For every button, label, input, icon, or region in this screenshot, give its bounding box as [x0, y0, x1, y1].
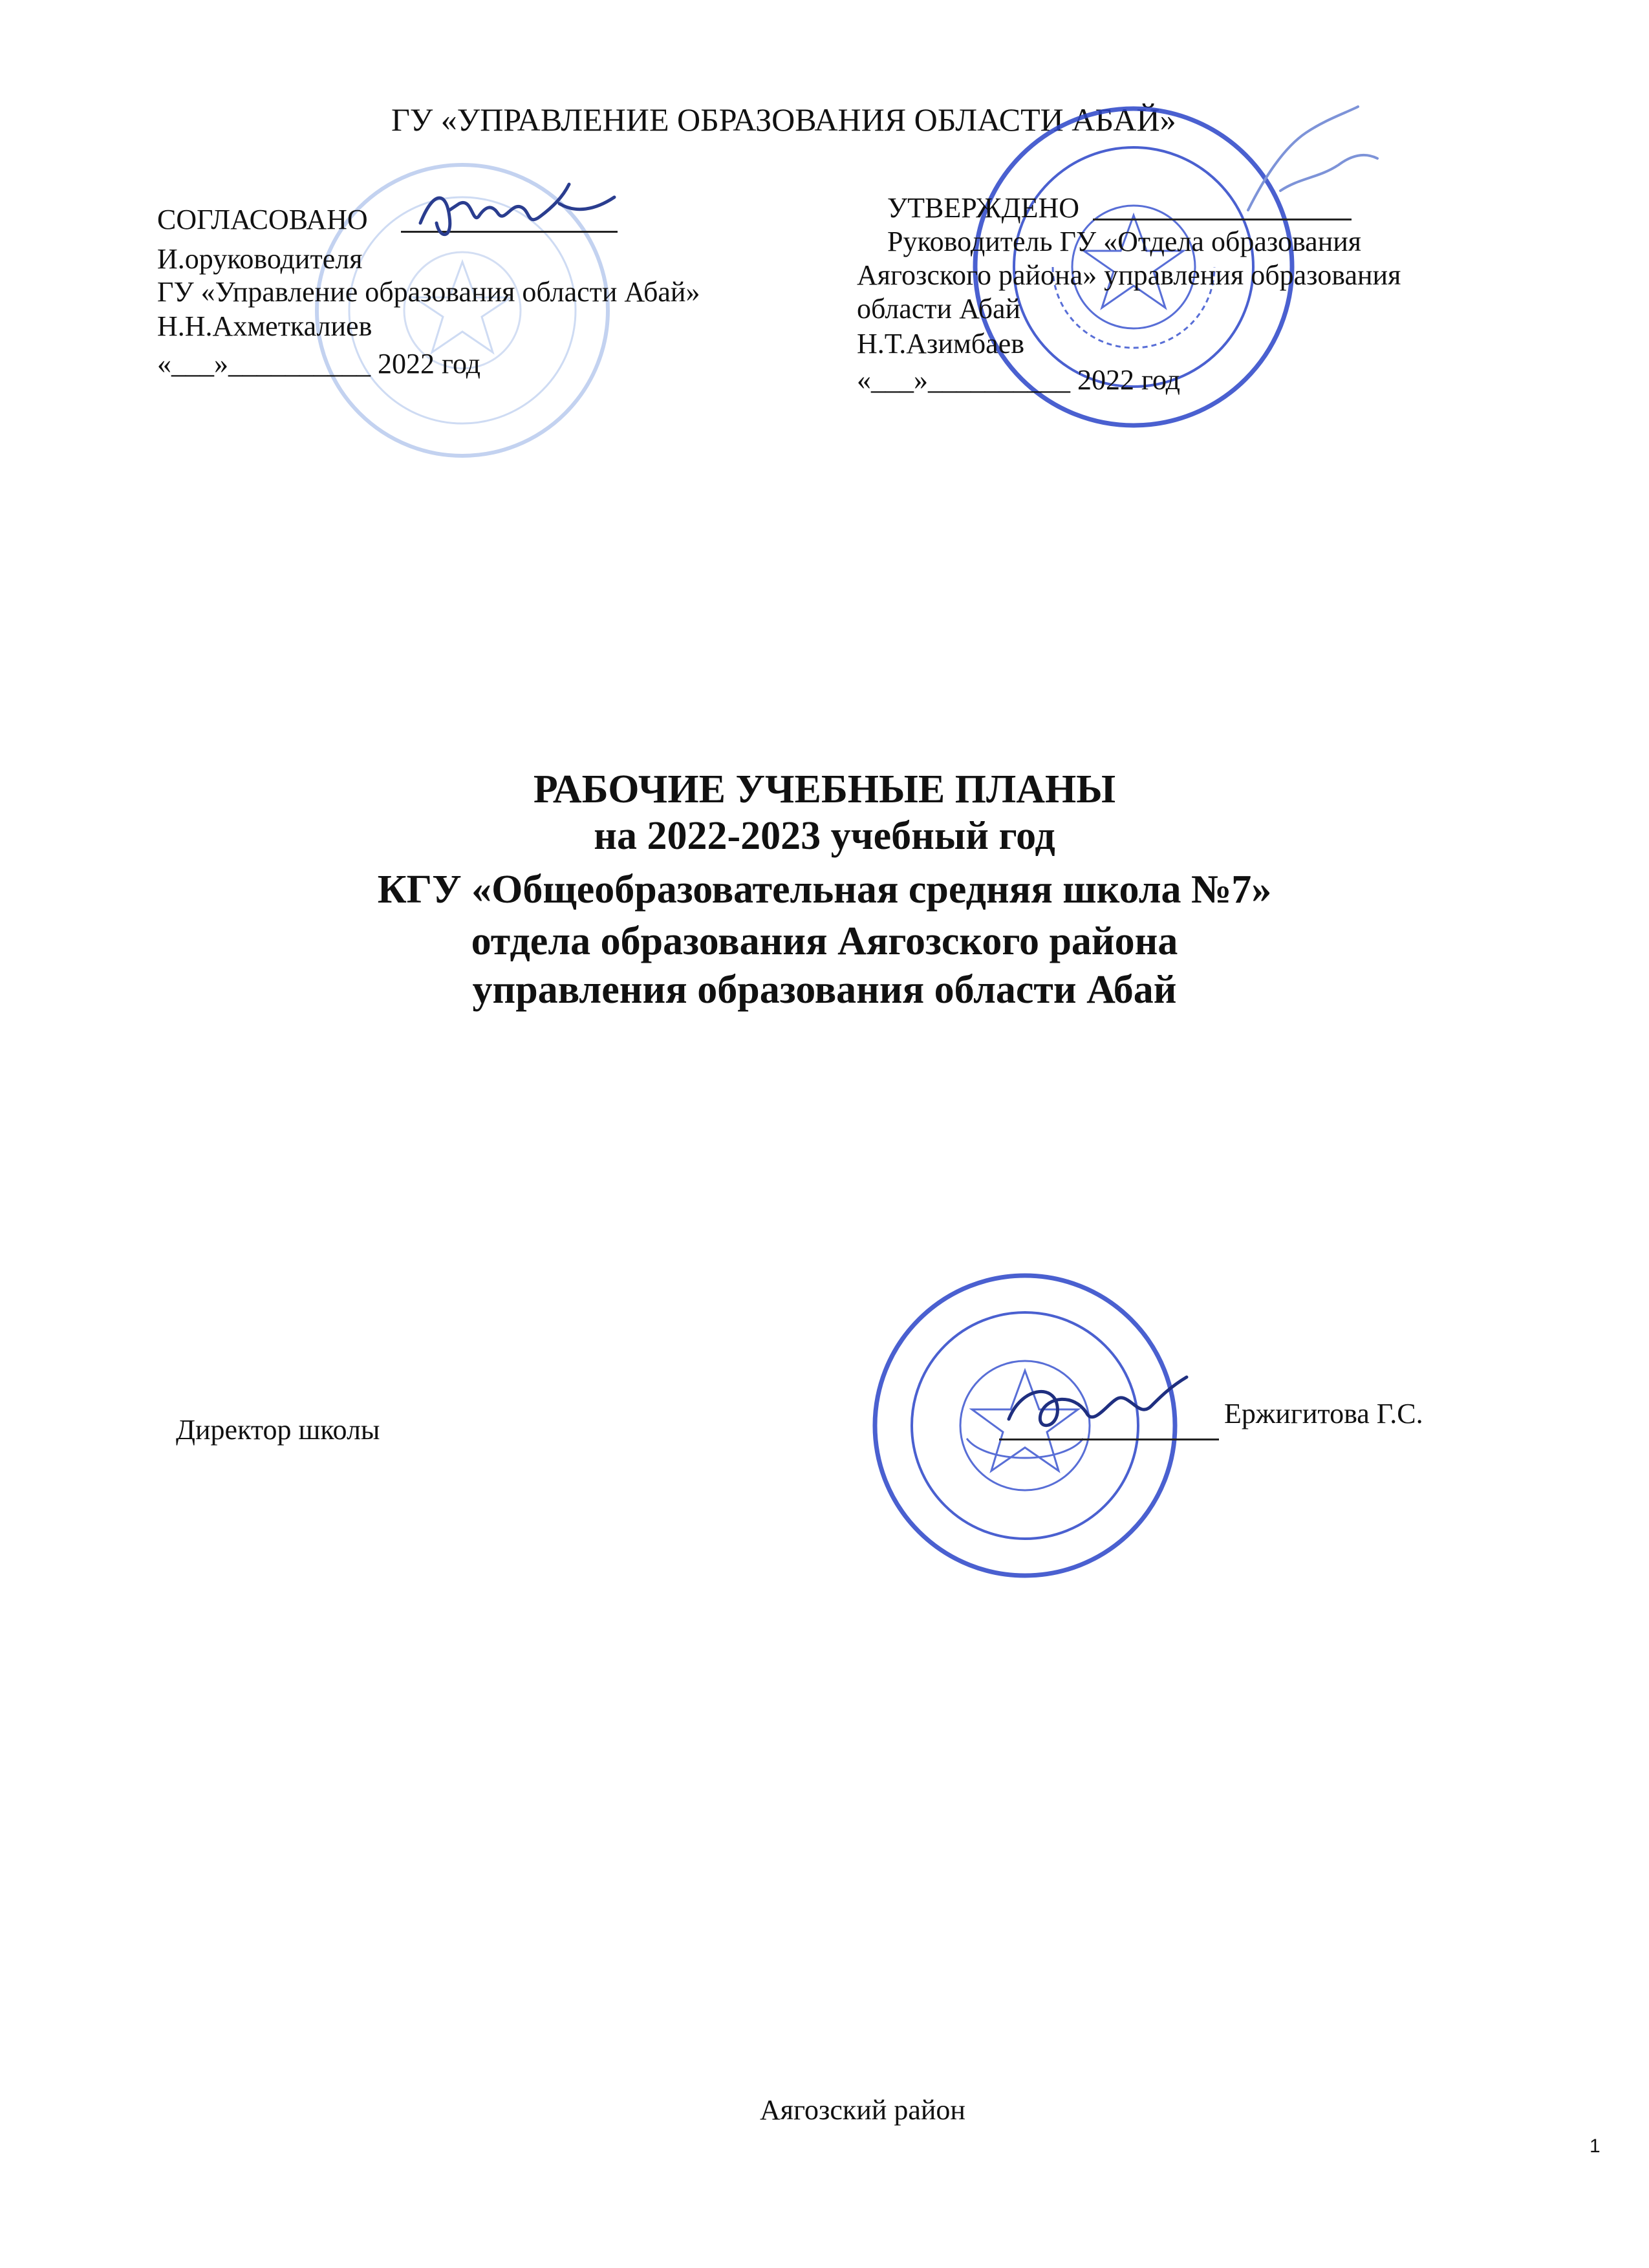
right-position-line3: области Абай	[857, 293, 1021, 325]
page-number: 1	[1590, 2135, 1600, 2157]
signature-right	[1229, 94, 1397, 223]
agreed-label: СОГЛАСОВАНО	[157, 204, 368, 235]
director-name: Ержигитова Г.С.	[1224, 1398, 1423, 1429]
left-organization: ГУ «Управление образования области Абай»	[157, 276, 700, 308]
left-position: И.оруководителя	[157, 243, 363, 275]
footer-place: Аягозский район	[760, 2094, 965, 2126]
left-name: Н.Н.Ахметкалиев	[157, 310, 372, 342]
title-line4: отдела образования Аягозского района	[471, 919, 1178, 963]
title-line1: РАБОЧИЕ УЧЕБНЫЕ ПЛАНЫ	[533, 767, 1116, 811]
title-line5: управления образования области Абай	[472, 968, 1177, 1012]
approved-label: УТВЕРЖДЕНО	[887, 192, 1080, 224]
director-signature	[996, 1367, 1196, 1445]
left-date-line: «___»__________ 2022 год	[157, 348, 481, 380]
title-line2: на 2022-2023 учебный год	[594, 814, 1055, 858]
right-date-line: «___»__________ 2022 год	[857, 364, 1181, 396]
header-organization: ГУ «УПРАВЛЕНИЕ ОБРАЗОВАНИЯ ОБЛАСТИ АБАЙ»	[391, 102, 1176, 138]
right-position-line2: Аягозского района» управления образования	[857, 259, 1401, 291]
right-position-line1: Руководитель ГУ «Отдела образования	[887, 226, 1362, 257]
title-line3: КГУ «Общеобразовательная средняя школа №7»	[377, 868, 1272, 912]
director-label: Директор школы	[176, 1414, 380, 1446]
right-name: Н.Т.Азимбаев	[857, 328, 1025, 359]
signature-left	[414, 178, 621, 249]
